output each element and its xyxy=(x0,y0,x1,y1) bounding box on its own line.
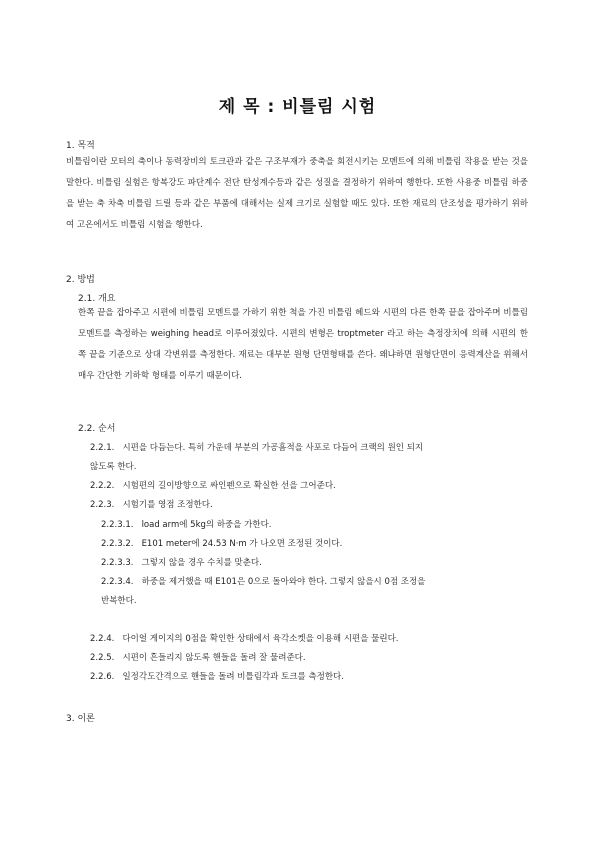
substep-number: 2.2.3.3. xyxy=(101,558,134,568)
substep-text: 하중을 제거했을 때 E101은 0으로 돌아와야 한다. 그렇지 않을시 0점 조정을 xyxy=(141,577,426,587)
section-2-2-heading: 2.2. 순서 xyxy=(78,424,116,434)
substep-item xyxy=(101,575,425,587)
substep-item xyxy=(101,518,272,530)
substep-number: 2.2.3.4. xyxy=(101,577,134,587)
substep-number: 2.2.3.2. xyxy=(101,539,134,549)
step-text: 시편이 흔들리지 않도록 핸들을 돌려 잘 물려준다. xyxy=(122,653,306,663)
page-title: 제 목 : 비틀림 시험 xyxy=(218,97,377,117)
substep-text: 그렇지 않을 경우 수치를 맞춘다. xyxy=(141,558,262,568)
step-text: 시편을 다듬는다. 특히 가운데 부분의 가공흠적을 사포로 다듬어 크랙의 원인 되지 xyxy=(122,443,424,453)
step-item xyxy=(90,632,399,644)
substep-item xyxy=(101,537,342,549)
step-continuation: 않도록 한다. xyxy=(90,462,137,472)
step-number: 2.2.4. xyxy=(90,634,115,644)
step-text: 일정각도간격으로 핸들을 돌려 비틀림각과 토크를 측정한다. xyxy=(122,672,344,682)
substep-continuation: 반복한다. xyxy=(101,596,137,606)
step-text: 시험편의 길이방향으로 싸인펜으로 확실한 선을 그어준다. xyxy=(122,481,336,491)
step-text: 시험기를 영점 조정한다. xyxy=(122,500,213,510)
step-item xyxy=(90,441,423,453)
step-item xyxy=(90,479,336,491)
step-number: 2.2.3. xyxy=(90,500,115,510)
step-number: 2.2.5. xyxy=(90,653,115,663)
section-3-heading: 3. 이론 xyxy=(66,714,95,724)
substep-number: 2.2.3.1. xyxy=(101,520,134,530)
step-text: 다이얼 게이지의 0점을 확인한 상태에서 육각소켓을 이용해 시편을 물린다. xyxy=(122,634,399,644)
step-number: 2.2.1. xyxy=(90,443,115,453)
step-number: 2.2.6. xyxy=(90,672,115,682)
section-2-1-heading: 2.1. 개요 xyxy=(78,294,116,304)
step-item xyxy=(90,651,306,663)
substep-text: E101 meter에 24.53 N·m 가 나오면 조정된 것이다. xyxy=(141,539,343,549)
step-item xyxy=(90,670,344,682)
substep-item xyxy=(101,556,262,568)
section-1-heading: 1. 목적 xyxy=(66,141,95,151)
step-number: 2.2.2. xyxy=(90,481,115,491)
section-1-body: 비틀림이란 모터의 축이나 동력장비의 토크관과 같은 구조부재가 중축을 회전시키는 모멘트에 의해 비틀림 작용을 받는 것을 말한다. 비틀림 실험은 항복강도 파단계수 전단 탄성계수등과 같은 성질을 결정하기 위하여 행한다. 또한 사용중 비틀림 하중을 받는 축 차축 비틀림 드릴 등과 같은 부품에 대해서는 실제 크기로 실험할 때도 있다. 또한 재료의 단조성을 평가하기 위하여 고온에서도 비틀림 시험을 행한다. xyxy=(66,157,528,230)
step-item xyxy=(90,498,213,510)
section-2-1-body: 한쪽 끝을 잡아주고 시편에 비틀림 모멘트를 가하기 위한 척을 가진 비틀림 헤드와 시편의 다른 한쪽 끝을 잡아주며 비틀림 모멘트를 측정하는 weighing head로 이루어졌있다. 시편의 변형은 troptmeter 라고 하는 측정장치에 의해 시편의 한 쪽 끝을 기준으로 상대 각변위를 측정한다. 재료는 대부분 원형 단면형태를 쓴다. 왜냐하면 원형단면이 응력계산을 위해서 매우 간단한 기하학 형태를 이루기 때문이다. xyxy=(78,308,528,381)
substep-text: load arm에 5kg의 하중을 가한다. xyxy=(141,520,272,530)
section-2-heading: 2. 방법 xyxy=(66,275,95,285)
